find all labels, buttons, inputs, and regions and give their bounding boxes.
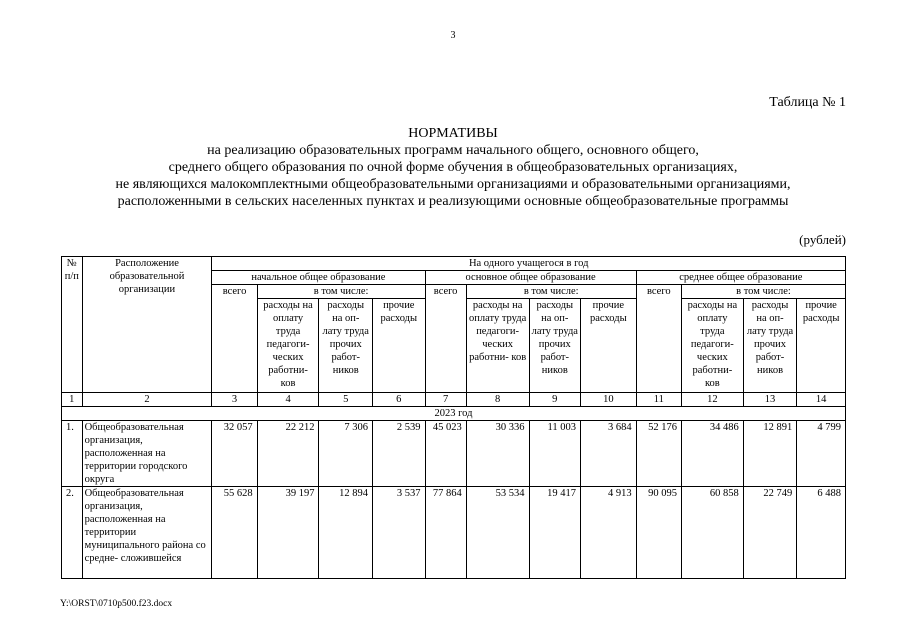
row-location: Общеобразовательная организация, расположенная на территории городского округа [82,421,212,487]
header-location: Расположение образовательной организации [82,257,212,393]
value-cell: 4 913 [581,487,637,579]
title-line: среднего общего образования по очной форме обучения в общеобразовательных организациях, [168,160,738,175]
col-number: 9 [529,393,580,407]
header-level-secondary: среднее общее образование [636,271,845,285]
table-label: Таблица № 1 [769,95,846,110]
header-sub-other-staff: расходы на оп- лату труда прочих работ- ников [319,299,373,393]
file-path-footer: Y:\ORST\0710p500.f23.docx [60,599,173,609]
col-number: 1 [62,393,83,407]
header-sub-ped: расходы на оплату труда педагоги- ческих работни- ков [257,299,319,393]
value-cell: 90 095 [636,487,681,579]
title-main: НОРМАТИВЫ [408,126,498,141]
column-number-row [62,393,846,407]
norms-table-wrapper [61,256,846,579]
value-cell: 60 858 [681,487,743,579]
table-row [62,421,846,487]
title-line: не являющихся малокомплектными общеобразовательными организациями и образовательными организациями, [115,177,791,192]
col-number: 14 [797,393,846,407]
col-number: 4 [257,393,319,407]
header-incl: в том числе: [466,285,636,299]
col-number: 10 [581,393,637,407]
value-cell: 34 486 [681,421,743,487]
col-number: 8 [466,393,529,407]
value-cell: 55 628 [212,487,257,579]
header-sub-other-staff: расходы на оп- лату труда прочих работ- ников [743,299,797,393]
document-title [0,125,906,210]
value-cell: 22 212 [257,421,319,487]
value-cell: 30 336 [466,421,529,487]
header-per-student: На одного учащегося в год [212,257,846,271]
value-cell: 19 417 [529,487,580,579]
year-row [62,407,846,421]
header-sub-other: прочие расходы [581,299,637,393]
header-total: всего [425,285,466,393]
page-number: 3 [450,30,456,41]
value-cell: 77 864 [425,487,466,579]
col-number: 13 [743,393,797,407]
value-cell: 3 537 [373,487,426,579]
title-line: расположенными в сельских населенных пунктах и реализующими основные общеобразовательные программы [117,194,789,209]
header-sub-other-staff: расходы на оп- лату труда прочих работ- ников [529,299,580,393]
header-sub-ped: расходы на оплату труда педагоги- ческих работни- ков [681,299,743,393]
header-total: всего [636,285,681,393]
col-number: 2 [82,393,212,407]
value-cell: 3 684 [581,421,637,487]
header-sub-ped: расходы на оплату труда педагоги- ческих работни- ков [466,299,529,393]
row-number: 1. [62,421,83,487]
value-cell: 52 176 [636,421,681,487]
value-cell: 22 749 [743,487,797,579]
header-level-primary: начальное общее образование [212,271,425,285]
col-number: 7 [425,393,466,407]
value-cell: 32 057 [212,421,257,487]
header-level-basic: основное общее образование [425,271,636,285]
value-cell: 12 894 [319,487,373,579]
col-number: 6 [373,393,426,407]
header-row-1 [62,257,846,271]
value-cell: 12 891 [743,421,797,487]
header-sub-other: прочие расходы [373,299,426,393]
col-number: 11 [636,393,681,407]
value-cell: 53 534 [466,487,529,579]
header-incl: в том числе: [681,285,845,299]
col-number: 3 [212,393,257,407]
value-cell: 11 003 [529,421,580,487]
header-total: всего [212,285,257,393]
title-line: на реализацию образовательных программ начального общего, основного общего, [207,143,699,158]
value-cell: 39 197 [257,487,319,579]
value-cell: 4 799 [797,421,846,487]
table-row [62,487,846,579]
col-number: 5 [319,393,373,407]
value-cell: 2 539 [373,421,426,487]
row-number: 2. [62,487,83,579]
row-location: Общеобразовательная организация, расположенная на территории муниципального района со средне- сложившейся [82,487,212,579]
col-number: 12 [681,393,743,407]
header-incl: в том числе: [257,285,425,299]
value-cell: 7 306 [319,421,373,487]
unit-label: (рублей) [799,232,846,247]
value-cell: 6 488 [797,487,846,579]
header-sub-other: прочие расходы [797,299,846,393]
header-num: № п/п [62,257,83,393]
year-label: 2023 год [62,407,846,421]
norms-table [61,256,846,579]
value-cell: 45 023 [425,421,466,487]
